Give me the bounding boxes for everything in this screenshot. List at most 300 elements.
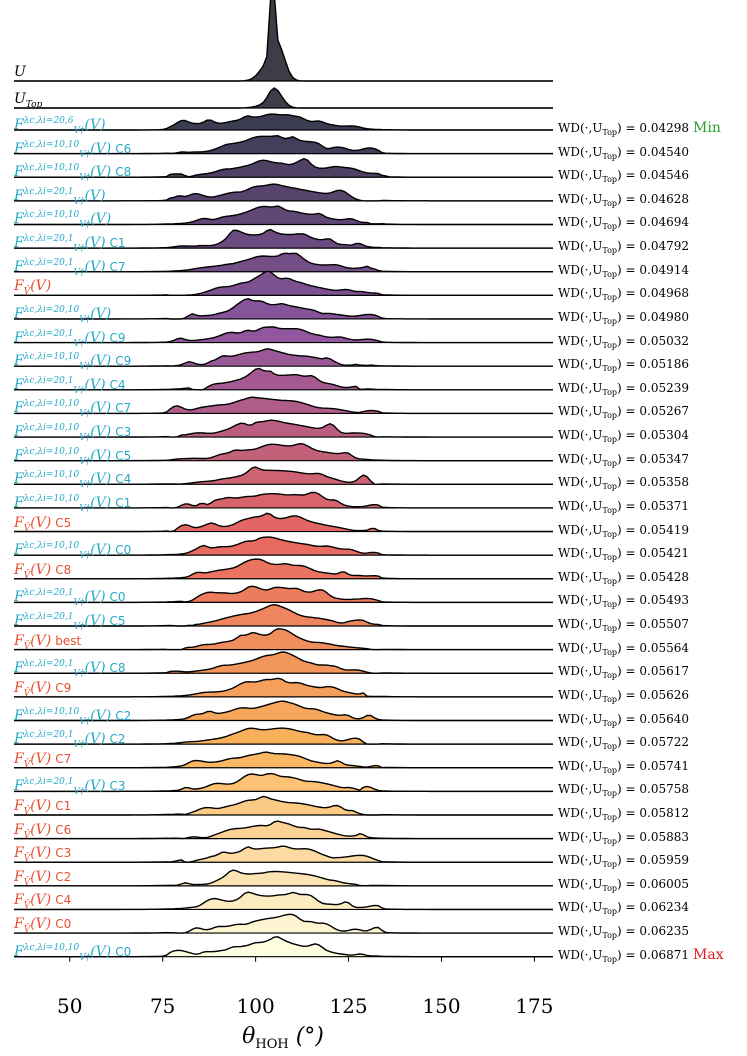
wd-tag: Max (693, 946, 724, 963)
series-label-arg: (V) (30, 916, 52, 933)
wd-label-main: WD(·,U (558, 617, 603, 632)
series-label-sub: V† (73, 126, 85, 136)
series-label-sub: V† (79, 503, 91, 514)
wd-label-sub: Top (602, 435, 618, 445)
series-label-config: C1 (109, 236, 126, 251)
wd-value-22 (558, 641, 689, 660)
wd-value-18 (558, 546, 689, 565)
series-label-sub: V† (79, 362, 91, 373)
wd-value-2 (558, 168, 689, 187)
series-label-11 (14, 373, 126, 399)
wd-value-29 (558, 806, 689, 825)
wd-value-13 (558, 428, 689, 447)
series-label-config: C9 (115, 354, 132, 369)
series-label-26 (14, 727, 126, 753)
wd-label-main: WD(·,U (558, 451, 603, 466)
wd-number: ) = 0.04792 (617, 239, 690, 254)
wd-number: ) = 0.05722 (617, 735, 690, 750)
series-label-sub: V̄ (23, 830, 31, 841)
wd-value-24 (558, 688, 689, 707)
series-label-config: C6 (115, 141, 132, 156)
series-label-arg: (V) (90, 164, 112, 181)
wd-number: ) = 0.05883 (617, 829, 690, 844)
wd-label-sub: Top (602, 458, 618, 468)
series-label-f: F (14, 117, 24, 133)
ridge-area-series-31 (14, 846, 553, 865)
series-label-arg: (V) (90, 400, 112, 417)
series-label-sub: V† (79, 952, 91, 963)
series-label-28 (14, 774, 126, 800)
series-label-sub: V̄ (23, 287, 31, 298)
wd-label-main: WD(·,U (558, 758, 603, 773)
wd-number: ) = 0.06234 (617, 900, 690, 915)
series-label-32 (14, 869, 71, 891)
series-label-lambda: λc,λi=20,1 (23, 328, 74, 339)
series-label-20 (14, 585, 126, 611)
series-label-lambda: λc,λi=20,1 (23, 588, 74, 599)
series-label-22 (14, 633, 81, 655)
series-label-lambda: λc,λi=20,1 (23, 257, 74, 268)
wd-label-sub: Top (602, 151, 618, 161)
series-label-config: C8 (109, 661, 126, 676)
wd-number: ) = 0.05267 (617, 404, 690, 419)
series-label-sub: V† (79, 456, 91, 467)
wd-label-sub: Top (602, 198, 618, 208)
series-label-f: F (14, 892, 24, 909)
series-label-arg: (V) (30, 868, 52, 885)
series-label-arg: (V) (90, 542, 112, 559)
series-label-lambda: λc,λi=10,10 (23, 706, 80, 717)
series-label-7 (14, 278, 51, 300)
x-axis-label (242, 1024, 324, 1052)
wd-number: ) = 0.06235 (617, 924, 690, 939)
series-label-9 (14, 326, 126, 352)
series-label-33 (14, 892, 71, 914)
series-label-config: C0 (109, 590, 126, 605)
wd-label-main: WD(·,U (558, 924, 603, 939)
wd-number: ) = 0.05304 (617, 428, 690, 443)
wd-label-sub: Top (602, 718, 618, 728)
series-label-config: C2 (109, 732, 126, 747)
series-label-arg: (V) (30, 679, 52, 696)
series-label-arg: (V) (30, 797, 52, 814)
series-label-sub: V† (73, 385, 85, 396)
series-label-arg: (V) (84, 660, 106, 677)
wd-label-sub: Top (602, 505, 618, 515)
series-label-1 (14, 137, 131, 163)
series-label-sub: V† (79, 480, 91, 491)
wd-label-main: WD(·,U (558, 191, 603, 206)
series-label-30 (14, 822, 71, 844)
ref-label-1 (14, 91, 42, 113)
wd-label-sub: Top (602, 600, 618, 610)
series-label-config: C9 (55, 680, 72, 695)
series-label-f: F (14, 821, 24, 838)
series-label-15 (14, 467, 131, 493)
series-label-lambda: λc,λi=10,10 (23, 470, 80, 481)
series-label-sub: V̄ (23, 570, 31, 581)
wd-label-main: WD(·,U (558, 735, 603, 750)
series-label-f: F (14, 943, 24, 960)
series-label-18 (14, 538, 131, 564)
wd-number: ) = 0.05419 (617, 522, 690, 537)
wd-number: ) = 0.05371 (617, 498, 690, 513)
ref-label-main: U (14, 91, 26, 107)
series-label-14 (14, 444, 131, 470)
series-label-sub: V† (73, 267, 85, 278)
ridge-area-series-30 (14, 821, 553, 839)
series-label-sub: V̄ (23, 759, 31, 770)
wd-label-sub: Top (602, 742, 618, 752)
wd-value-15 (558, 475, 689, 494)
wd-value-28 (558, 782, 689, 801)
series-label-config: C1 (55, 798, 72, 813)
series-label-lambda: λc,λi=10,10 (23, 942, 80, 953)
wd-label-sub: Top (602, 269, 618, 279)
x-axis-symbol: θ (242, 1024, 256, 1049)
wd-label-main: WD(·,U (558, 475, 603, 490)
wd-value-34 (558, 924, 689, 943)
series-label-config: C7 (109, 259, 126, 274)
wd-label-sub: Top (602, 246, 618, 256)
series-label-arg: (V) (90, 447, 112, 464)
wd-number: ) = 0.05421 (617, 546, 690, 561)
series-label-lambda: λc,λi=20,10 (23, 304, 80, 315)
series-label-27 (14, 751, 71, 773)
series-label-lambda: λc,λi=20,1 (23, 186, 74, 197)
wd-value-6 (558, 263, 689, 282)
series-label-25 (14, 704, 131, 730)
wd-label-main: WD(·,U (558, 357, 603, 372)
series-label-f: F (14, 235, 24, 252)
wd-label-main: WD(·,U (558, 428, 603, 443)
wd-value-31 (558, 853, 689, 872)
series-label-f: F (14, 679, 24, 696)
wd-label-main: WD(·,U (558, 687, 603, 702)
wd-label-sub: Top (602, 529, 618, 539)
wd-number: ) = 0.05032 (617, 333, 690, 348)
series-label-f: F (14, 305, 24, 322)
wd-number: ) = 0.05741 (617, 758, 690, 773)
series-label-0 (14, 113, 106, 139)
wd-number: ) = 0.05812 (617, 805, 690, 820)
series-label-sub: V̄ (23, 854, 31, 865)
wd-value-3 (558, 192, 689, 211)
wd-number: ) = 0.04540 (617, 144, 690, 159)
series-label-sub: V̄ (23, 688, 31, 699)
wd-value-16 (558, 499, 689, 518)
ref-label-main: U (14, 64, 26, 80)
series-label-29 (14, 798, 71, 820)
wd-label-sub: Top (602, 954, 618, 964)
wd-label-main: WD(·,U (558, 593, 603, 608)
series-label-lambda: λc,λi=20,1 (23, 659, 74, 670)
wd-label-sub: Top (602, 482, 618, 492)
series-label-config: C0 (115, 944, 132, 959)
series-label-config: C5 (55, 515, 72, 530)
wd-value-21 (558, 617, 689, 636)
series-label-sub: V† (79, 220, 91, 231)
series-label-arg: (V) (30, 750, 52, 767)
wd-number: ) = 0.05758 (617, 782, 690, 797)
wd-number: ) = 0.05507 (617, 617, 690, 632)
series-label-arg: (V) (90, 471, 112, 488)
series-label-sub: V̄ (23, 901, 31, 912)
series-label-5 (14, 231, 126, 257)
series-label-f: F (14, 187, 24, 204)
wd-label-sub: Top (602, 624, 618, 634)
wd-value-14 (558, 452, 689, 471)
wd-label-main: WD(·,U (558, 805, 603, 820)
wd-label-sub: Top (602, 836, 618, 846)
series-label-arg: (V) (30, 821, 52, 838)
series-label-arg: (V) (30, 278, 52, 295)
wd-value-8 (558, 310, 689, 329)
series-label-f: F (14, 329, 24, 346)
series-label-f: F (14, 750, 24, 767)
x-tick-label-0: 50 (57, 994, 83, 1018)
wd-label-sub: Top (602, 907, 618, 917)
wd-label-sub: Top (602, 128, 618, 137)
ref-label-sub: Top (25, 100, 43, 110)
series-label-31 (14, 845, 71, 867)
series-label-lambda: λc,λi=20,1 (23, 777, 74, 788)
wd-label-main: WD(·,U (558, 853, 603, 868)
series-label-config: C3 (55, 846, 72, 861)
series-label-sub: V† (73, 338, 85, 349)
series-label-f: F (14, 613, 24, 630)
series-label-arg: (V) (84, 778, 106, 795)
wd-value-7 (558, 286, 689, 305)
wd-label-main: WD(·,U (558, 144, 603, 159)
series-label-arg: (V) (30, 561, 52, 578)
series-label-f: F (14, 797, 24, 814)
wd-label-sub: Top (602, 860, 618, 870)
wd-label-sub: Top (602, 931, 618, 941)
series-label-f: F (14, 424, 24, 441)
wd-value-17 (558, 523, 689, 542)
series-label-config: C4 (55, 893, 72, 908)
wd-label-main: WD(·,U (558, 262, 603, 277)
series-label-config: C4 (109, 377, 126, 392)
x-tick-label-1: 75 (149, 994, 176, 1018)
series-label-f: F (14, 447, 24, 464)
wd-label-sub: Top (602, 647, 618, 657)
series-label-f: F (14, 916, 24, 933)
series-label-config: C2 (115, 708, 132, 723)
series-label-sub: V̄ (23, 806, 31, 817)
wd-value-9 (558, 334, 689, 353)
series-label-sub: V† (79, 149, 91, 160)
series-label-config: best (55, 633, 82, 648)
wd-number: ) = 0.04628 (617, 191, 690, 206)
series-label-config: C7 (55, 751, 72, 766)
series-label-8 (14, 302, 111, 328)
wd-value-0 (558, 121, 721, 140)
wd-label-main: WD(·,U (558, 239, 603, 254)
ref-label-0 (14, 64, 26, 80)
series-label-arg: (V) (84, 117, 106, 133)
series-label-config: C3 (115, 425, 132, 440)
ridge-area-series-34 (14, 914, 553, 936)
wd-label-main: WD(·,U (558, 121, 603, 135)
wd-label-main: WD(·,U (558, 404, 603, 419)
series-label-f: F (14, 589, 24, 606)
wd-label-main: WD(·,U (558, 569, 603, 584)
wd-label-main: WD(·,U (558, 711, 603, 726)
series-label-arg: (V) (90, 140, 112, 157)
series-label-f: F (14, 140, 24, 157)
wd-value-1 (558, 145, 689, 164)
wd-value-23 (558, 664, 689, 683)
series-label-sub: V† (73, 244, 85, 255)
series-label-21 (14, 609, 126, 635)
series-label-f: F (14, 542, 24, 559)
series-label-sub: V† (73, 196, 85, 207)
wd-number: ) = 0.05626 (617, 687, 690, 702)
series-label-35 (14, 940, 131, 966)
series-label-sub: V† (79, 409, 91, 420)
series-label-sub: V† (79, 433, 91, 444)
series-label-arg: (V) (90, 424, 112, 441)
series-label-f: F (14, 868, 24, 885)
series-label-lambda: λc,λi=10,10 (23, 163, 80, 174)
series-label-arg: (V) (84, 258, 106, 275)
wd-value-10 (558, 357, 689, 376)
wd-label-sub: Top (602, 812, 618, 822)
wd-label-main: WD(·,U (558, 664, 603, 679)
wd-label-sub: Top (602, 293, 618, 303)
x-axis-unit: (°) (288, 1024, 324, 1049)
series-label-f: F (14, 278, 24, 295)
series-label-config: C2 (55, 869, 72, 884)
wd-label-sub: Top (602, 175, 618, 185)
x-tick-label-5: 175 (515, 994, 554, 1018)
wd-label-main: WD(·,U (558, 900, 603, 915)
wd-number: ) = 0.05959 (617, 853, 690, 868)
x-tick-label-2: 100 (236, 994, 275, 1018)
wd-label-main: WD(·,U (558, 380, 603, 395)
series-label-lambda: λc,λi=10,10 (23, 493, 80, 504)
series-label-arg: (V) (84, 376, 106, 393)
wd-number: ) = 0.06005 (617, 876, 690, 891)
wd-number: ) = 0.05617 (617, 664, 690, 679)
series-label-config: C5 (115, 448, 132, 463)
series-label-17 (14, 515, 71, 537)
wd-label-main: WD(·,U (558, 309, 603, 324)
series-label-lambda: λc,λi=10,10 (23, 399, 80, 410)
series-label-f: F (14, 164, 24, 181)
series-label-34 (14, 916, 71, 938)
series-label-19 (14, 562, 71, 584)
series-label-f: F (14, 731, 24, 748)
series-label-13 (14, 420, 131, 446)
series-label-f: F (14, 632, 24, 649)
wd-number: ) = 0.05493 (617, 593, 690, 608)
series-label-lambda: λc,λi=20,1 (23, 234, 74, 245)
series-label-f: F (14, 376, 24, 393)
series-label-f: F (14, 400, 24, 417)
wd-value-27 (558, 759, 689, 778)
series-label-arg: (V) (30, 632, 52, 649)
wd-label-sub: Top (602, 387, 618, 397)
series-label-config: C3 (109, 779, 126, 794)
series-label-f: F (14, 845, 24, 862)
x-tick-label-4: 150 (422, 994, 461, 1018)
series-label-lambda: λc,λi=20,1 (23, 730, 74, 741)
series-label-6 (14, 255, 126, 281)
wd-label-main: WD(·,U (558, 640, 603, 655)
wd-label-sub: Top (602, 883, 618, 893)
series-label-23 (14, 656, 126, 682)
wd-value-35 (558, 948, 724, 967)
x-tick-label-3: 125 (329, 994, 368, 1018)
wd-number: ) = 0.05358 (617, 475, 690, 490)
series-label-arg: (V) (84, 187, 106, 204)
wd-label-main: WD(·,U (558, 947, 603, 962)
series-label-f: F (14, 561, 24, 578)
series-label-sub: V̄ (23, 523, 31, 534)
series-label-10 (14, 349, 131, 375)
series-label-arg: (V) (90, 353, 112, 370)
wd-number: ) = 0.04546 (617, 168, 690, 183)
series-label-f: F (14, 494, 24, 511)
series-label-sub: V† (79, 173, 91, 184)
wd-label-main: WD(·,U (558, 498, 603, 513)
wd-label-sub: Top (602, 576, 618, 586)
ridge-area-ref-0 (14, 0, 553, 81)
series-label-config: C7 (115, 401, 132, 416)
x-axis-subscript: HOH (255, 1037, 289, 1052)
wd-number: ) = 0.04968 (617, 286, 690, 301)
wd-number: ) = 0.06871 (617, 947, 690, 962)
wd-label-sub: Top (602, 340, 618, 350)
wd-label-main: WD(·,U (558, 546, 603, 561)
wd-value-30 (558, 830, 689, 849)
wd-label-sub: Top (602, 789, 618, 799)
series-label-sub: V† (73, 740, 85, 751)
series-label-config: C1 (115, 495, 132, 510)
wd-value-32 (558, 877, 689, 896)
wd-value-4 (558, 215, 689, 234)
wd-tag: Min (693, 120, 721, 136)
series-label-lambda: λc,λi=10,10 (23, 446, 80, 457)
series-label-arg: (V) (90, 305, 112, 322)
series-label-lambda: λc,λi=10,10 (23, 541, 80, 552)
wd-value-12 (558, 404, 689, 423)
series-label-sub: V† (79, 314, 91, 325)
series-label-arg: (V) (90, 707, 112, 724)
wd-value-33 (558, 900, 689, 919)
series-label-16 (14, 491, 131, 517)
series-label-arg: (V) (84, 731, 106, 748)
series-label-config: C0 (115, 543, 132, 558)
series-label-f: F (14, 660, 24, 677)
series-label-lambda: λc,λi=10,10 (23, 352, 80, 363)
wd-label-main: WD(·,U (558, 168, 603, 183)
series-label-sub: V† (73, 598, 85, 609)
wd-label-sub: Top (602, 316, 618, 326)
wd-number: ) = 0.05640 (617, 711, 690, 726)
series-label-f: F (14, 258, 24, 275)
wd-value-26 (558, 735, 689, 754)
series-label-f: F (14, 778, 24, 795)
series-label-3 (14, 184, 106, 210)
series-label-config: C5 (109, 614, 126, 629)
wd-label-sub: Top (602, 765, 618, 775)
series-label-arg: (V) (84, 235, 106, 252)
series-label-f: F (14, 471, 24, 488)
